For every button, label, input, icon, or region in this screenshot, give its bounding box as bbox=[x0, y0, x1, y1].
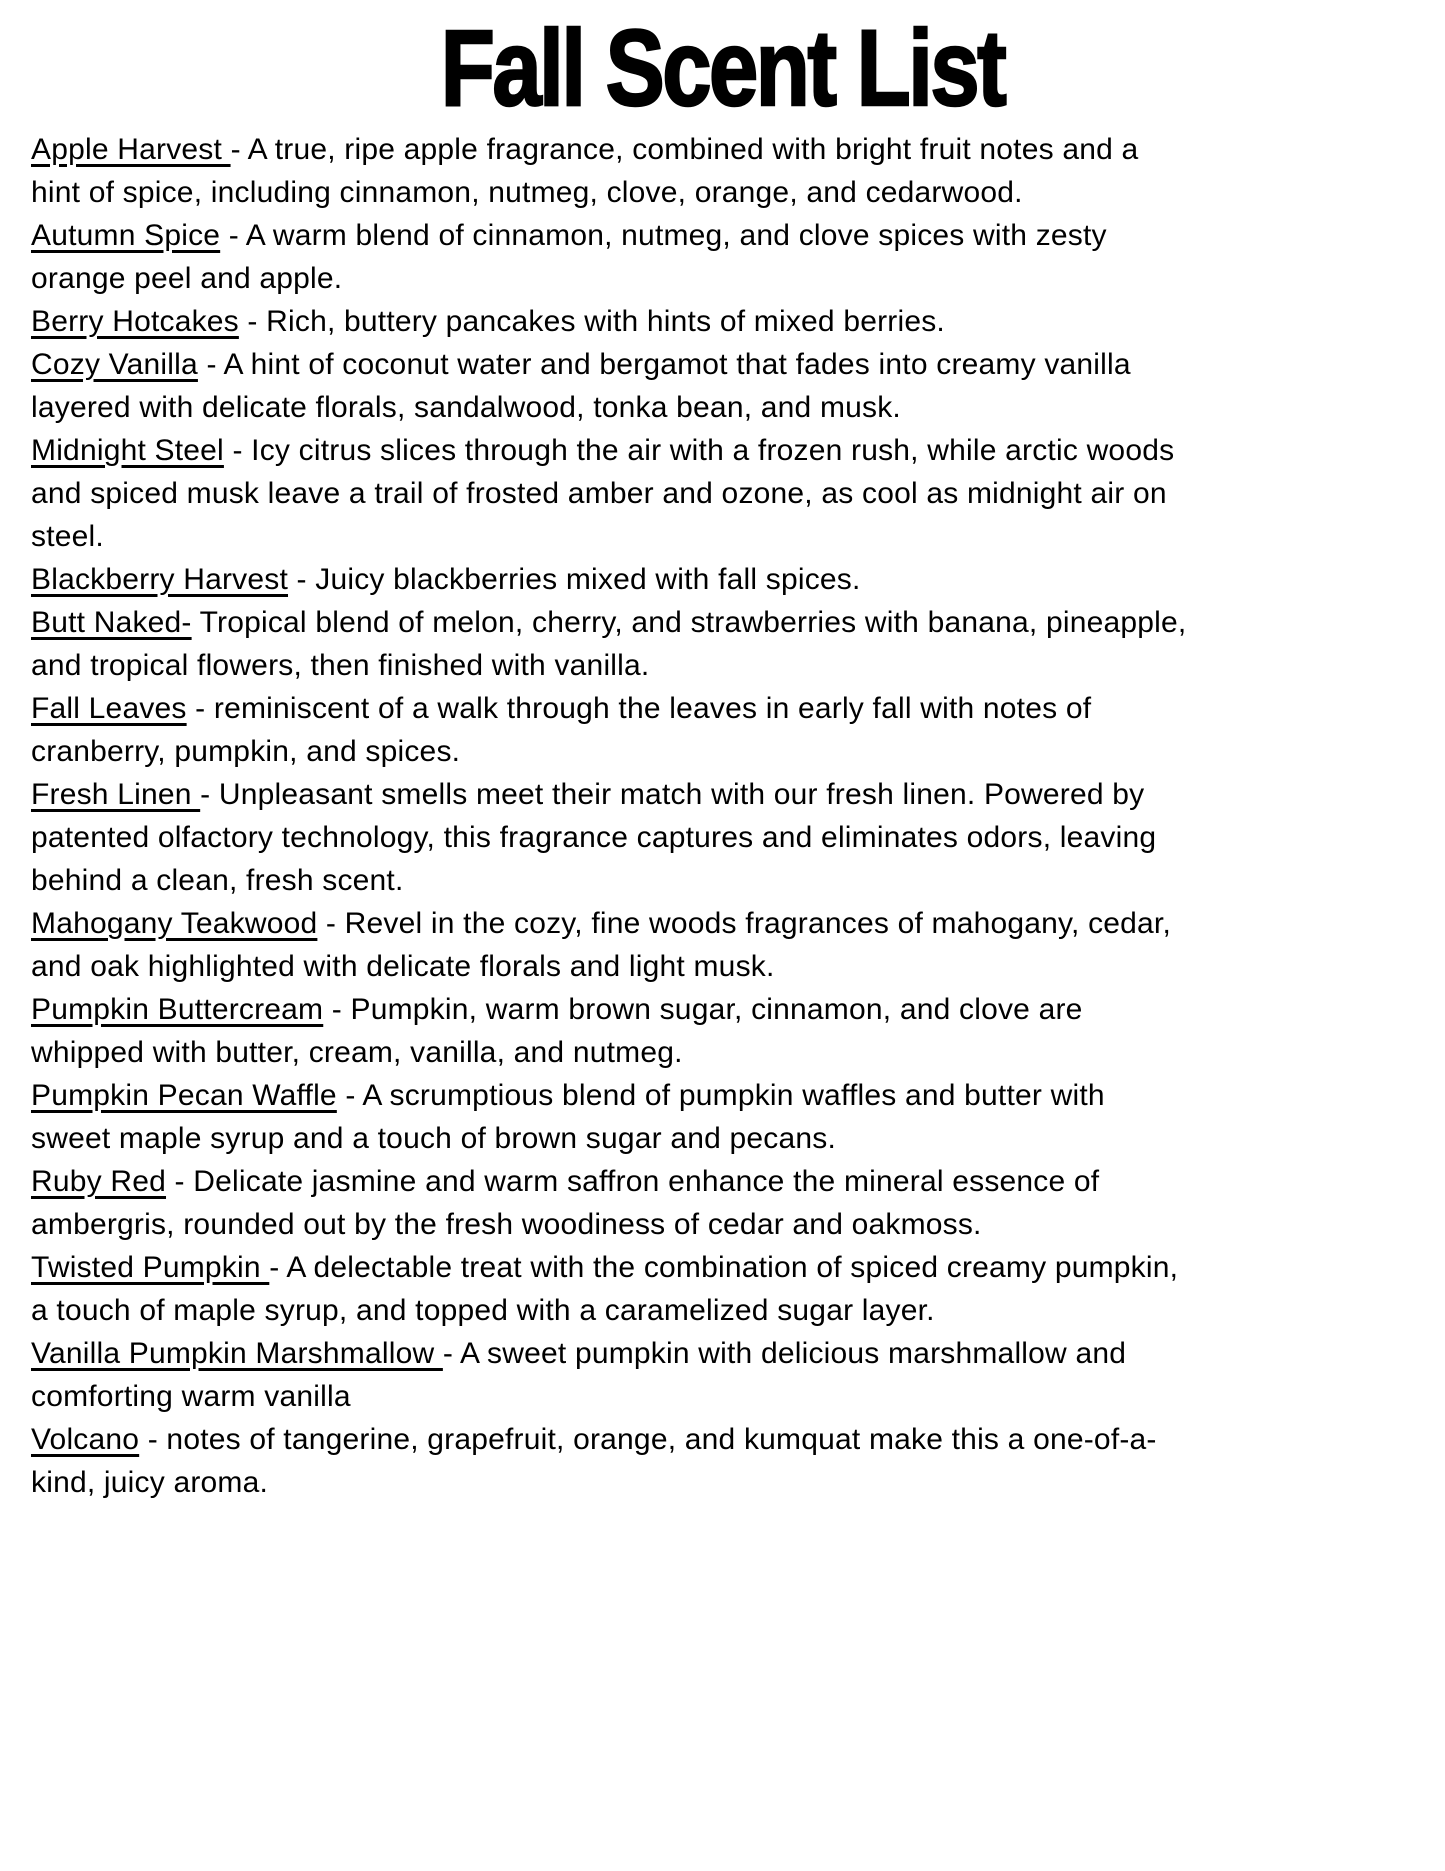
scent-item bbox=[31, 1160, 1191, 1246]
scent-description: - A hint of coconut water and bergamot that fades into creamy vanilla layered with delicate florals, sandalwood, tonka bean, and musk. bbox=[31, 348, 1131, 424]
scent-description: - Juicy blackberries mixed with fall spices. bbox=[288, 563, 861, 596]
scent-description: - Revel in the cozy, fine woods fragrances of mahogany, cedar, and oak highlighted with delicate florals and light musk. bbox=[31, 907, 1171, 983]
scent-description: - Delicate jasmine and warm saffron enhance the mineral essence of ambergris, rounded out by the fresh woodiness of cedar and oakmoss. bbox=[31, 1165, 1100, 1241]
scent-item bbox=[31, 1246, 1191, 1332]
scent-name: Midnight Steel bbox=[31, 434, 224, 467]
scent-name: Blackberry Harvest bbox=[31, 563, 289, 596]
scent-name: Berry Hotcakes bbox=[31, 305, 239, 338]
scent-item bbox=[31, 773, 1191, 902]
scent-description: - A sweet pumpkin with delicious marshmallow and comforting warm vanilla bbox=[31, 1337, 1127, 1413]
scent-name: Pumpkin Buttercream bbox=[31, 993, 324, 1026]
scent-item bbox=[31, 214, 1191, 300]
scent-name: Vanilla Pumpkin Marshmallow bbox=[31, 1337, 443, 1370]
scent-name: Fall Leaves bbox=[31, 692, 187, 725]
scent-item bbox=[31, 902, 1191, 988]
scent-name: Fresh Linen bbox=[31, 778, 201, 811]
scent-description: - reminiscent of a walk through the leaves in early fall with notes of cranberry, pumpkin, and spices. bbox=[31, 692, 1092, 768]
scent-item bbox=[31, 1074, 1191, 1160]
scent-name: Volcano bbox=[31, 1423, 140, 1456]
scent-item bbox=[31, 988, 1191, 1074]
scent-item bbox=[31, 558, 1191, 601]
scent-description: - Icy citrus slices through the air with a frozen rush, while arctic woods and spiced musk leave a trail of frosted amber and ozone, as cool as midnight air on steel. bbox=[31, 434, 1175, 553]
scent-description: - notes of tangerine, grapefruit, orange, and kumquat make this a one-of-a-kind, juicy aroma. bbox=[31, 1423, 1157, 1499]
scent-description: - A true, ripe apple fragrance, combined with bright fruit notes and a hint of spice, including cinnamon, nutmeg, clove, orange, and cedarwood. bbox=[31, 133, 1139, 209]
scent-item bbox=[31, 1332, 1191, 1418]
scent-name: Ruby Red bbox=[31, 1165, 167, 1198]
scent-description: - Pumpkin, warm brown sugar, cinnamon, and clove are whipped with butter, cream, vanilla, and nutmeg. bbox=[31, 993, 1083, 1069]
scent-item bbox=[31, 343, 1191, 429]
scent-name: Cozy Vanilla bbox=[31, 348, 198, 381]
scent-item bbox=[31, 429, 1191, 558]
scent-description: - A scrumptious blend of pumpkin waffles and butter with sweet maple syrup and a touch of brown sugar and pecans. bbox=[31, 1079, 1105, 1155]
scent-name: Apple Harvest bbox=[31, 133, 231, 166]
scent-description: - A delectable treat with the combination of spiced creamy pumpkin, a touch of maple syrup, and topped with a caramelized sugar layer. bbox=[31, 1251, 1179, 1327]
scent-description: - Rich, buttery pancakes with hints of mixed berries. bbox=[238, 305, 945, 338]
scent-name: Twisted Pumpkin bbox=[31, 1251, 270, 1284]
scent-item bbox=[31, 128, 1191, 214]
scent-name: Pumpkin Pecan Waffle bbox=[31, 1079, 337, 1112]
scent-list bbox=[31, 128, 1191, 1504]
page-title: Fall Scent List bbox=[440, 7, 1005, 128]
scent-description: - A warm blend of cinnamon, nutmeg, and clove spices with zesty orange peel and apple. bbox=[31, 219, 1107, 295]
scent-description: - Unpleasant smells meet their match with our fresh linen. Powered by patented olfactory technology, this fragrance captures and eliminates odors, leaving behind a clean, fresh scent. bbox=[31, 778, 1157, 897]
scent-item bbox=[31, 1418, 1191, 1504]
scent-name: Autumn Spice bbox=[31, 219, 221, 252]
scent-item bbox=[31, 300, 1191, 343]
scent-name: Mahogany Teakwood bbox=[31, 907, 318, 940]
scent-item bbox=[31, 687, 1191, 773]
scent-description: Tropical blend of melon, cherry, and strawberries with banana, pineapple, and tropical flowers, then finished with vanilla. bbox=[31, 606, 1187, 682]
scent-item bbox=[31, 601, 1191, 687]
scent-name: Butt Naked- bbox=[31, 606, 192, 639]
